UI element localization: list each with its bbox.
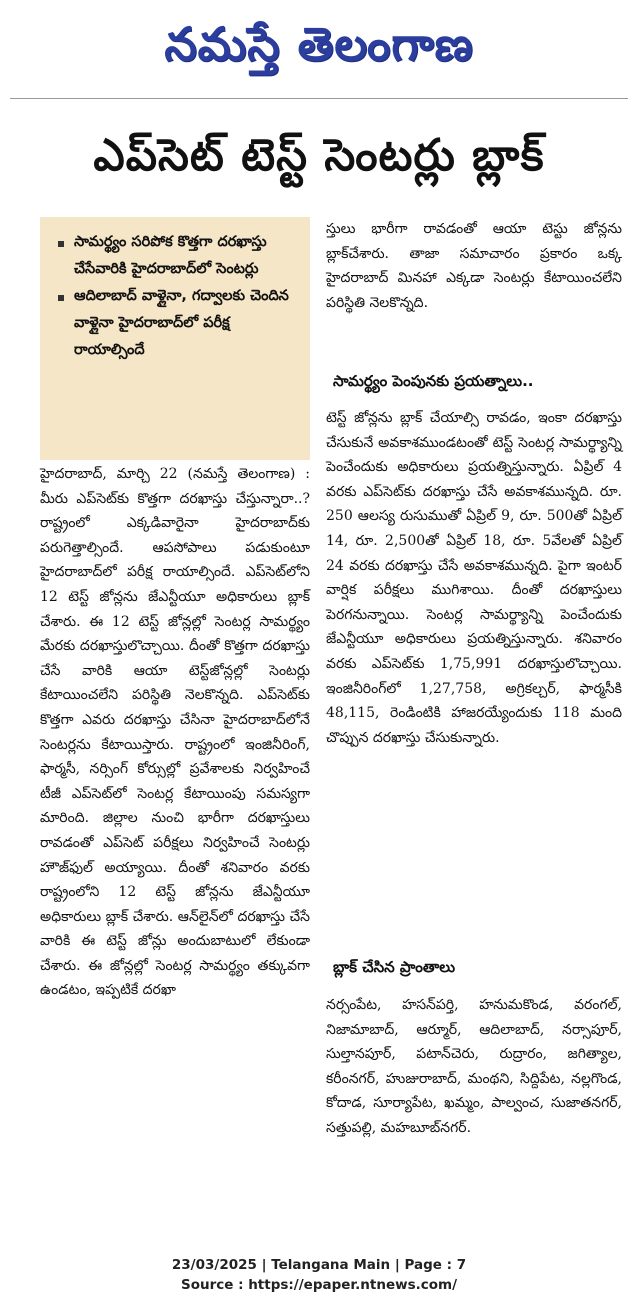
subheading-capacity: సామర్థ్యం పెంపునకు ప్రయత్నాలు.. (333, 372, 534, 390)
highlight-item: సామర్థ్యం సరిపోక కొత్తగా దరఖాస్తు చేసేవారికి హైదరాబాద్‌లో సెంటర్లు (58, 229, 300, 283)
subheading-blocked-areas: బ్లాక్ చేసిన ప్రాంతాలు (333, 958, 456, 976)
article-headline (0, 130, 638, 192)
highlight-item: ఆదిలాబాద్ వాళ్లైనా, గద్వాలకు చెందిన వాళ్లైనా హైదరాబాద్‌లో పరీక్ష రాయాల్సిందే (58, 283, 300, 364)
article-body-right-column-top (326, 217, 622, 315)
newspaper-masthead (0, 8, 638, 80)
article-body-left-column (40, 462, 310, 1003)
article-body-right-column-middle (326, 406, 622, 750)
body-paragraph: స్తులు భారీగా రావడంతో ఆయా టెస్టు జోన్లను బ్లాక్‌చేశారు. తాజా సమాచారం ప్రకారం ఒక్క హైదరాబాద్ మినహా ఎక్కడా సెంటర్లు కేటాయించలేని పరిస్థితి నెలకొన్నది. (326, 221, 622, 311)
body-paragraph: హైదరాబాద్, మార్చి 22 (నమస్తే తెలంగాణ) : మీరు ఎప్‌సెట్‌కు కొత్తగా దరఖాస్తు చేస్తున్నారా..? రాష్ట్రంలో ఎక్కడివారైనా హైదరాబాద్‌కు పరుగెత్తాల్సిందే. ఆపసోపాలు పడుకుంటూ హైదరాబాద్‌లో పరీక్ష రాయాల్సిందే. ఎప్‌సెట్‌లోని 12 టెస్ట్ జోన్లను జేఎన్టీయూ అధికారులు బ్లాక్ చేశారు. ఈ 12 టెస్ట్ జోన్లల్లో సెంటర్ల సామర్థ్యం మేరకు దరఖాస్తులొచ్చాయి. దీంతో కొత్తగా దరఖాస్తు చేసే వారికి ఆయా టెస్ట్‌జోన్లల్లో సెంటర్లు కేటాయించలేని పరిస్థితి నెలకొన్నది. ఎప్‌సెట్‌కు కొత్తగా ఎవరు దరఖాస్తు చేసినా హైదరాబాద్‌లోనే సెంటర్లను కేటాయిస్తారు. రాష్ట్రంలో ఇంజినీరింగ్, ఫార్మసీ, నర్సింగ్ కోర్సుల్లో ప్రవేశాలకు నిర్వహించే టీజీ ఎప్‌సెట్‌లో సెంటర్ల కేటాయింపు సమస్యగా మారింది. జిల్లాల నుంచి భారీగా దరఖాస్తులు రావడంతో ఎప్‌సెట్ పరీక్షలు నిర్వహించే సెంటర్లు హౌజ్‌ఫుల్ అయ్యాయి. దీంతో శనివారం వరకు రాష్ట్రంలోని 12 టెస్ట్ జోన్లను జేఎన్టీయూ అధికారులు బ్లాక్ చేశారు. ఆన్‌లైన్‌లో దరఖాస్తు చేసే వారికి ఈ టెస్ట్ జోన్లు అందుబాటులో లేకుండా చేశారు. ఈ జోన్లల్లో సెంటర్ల సామర్థ్యం తక్కువగా ఉండటం, ఇప్పటికే దరఖా (40, 466, 310, 999)
masthead-divider (10, 98, 628, 99)
body-paragraph: టెస్ట్ జోన్లను బ్లాక్ చేయాల్సి రావడం, ఇంకా దరఖాస్తు చేసుకునే అవకాశముండటంతో టెస్ట్ సెంటర్ల సామర్థ్యాన్ని పెంచేందుకు అధికారులు ప్రయత్నిస్తున్నారు. ఏప్రిల్ 4 వరకు ఎప్‌సెట్‌కు దరఖాస్తు చేసే అవకాశమున్నది. రూ. 250 ఆలస్య రుసుముతో ఏప్రిల్ 9, రూ. 500తో ఏప్రిల్ 14, రూ. 2,500తో ఏప్రిల్ 18, రూ. 5వేలతో ఏప్రిల్ 24 వరకు దరఖాస్తు చేసే అవకాశమున్నది. పైగా ఇంటర్ వార్షిక పరీక్షలు ముగిశాయి. దీంతో దరఖాస్తులు పెరగనున్నాయి. సెంటర్ల సామర్థ్యాన్ని పెంచేందుకు జేఎన్టీయూ అధికారులు ప్రయత్నిస్తున్నారు. శనివారం వరకు ఎప్‌సెట్‌కు 1,75,991 దరఖాస్తులొచ్చాయి. ఇంజినీరింగ్‌లో 1,27,758, అగ్రికల్చర్, ఫార్మసీకి 48,115, రెండింటికి హాజరయ్యేందుకు 118 మంది చొప్పున దరఖాస్తు చేసుకున్నారు. (326, 410, 622, 746)
footer-date-page: 23/03/2025 | Telangana Main | Page : 7 (171, 1257, 467, 1273)
headline-text: ఎప్‌సెట్ టెస్ట్ సెంటర్లు బ్లాక్ (93, 130, 545, 181)
masthead-title: నమస్తే తెలంగాణ (164, 17, 474, 71)
blocked-areas-list: నర్సంపేట, హసన్‌పర్తి, హనుమకొండ, వరంగల్, నిజామాబాద్, ఆర్మూర్, ఆదిలాబాద్, నర్సాపూర్, సుల్తానపూర్, పటాన్‌చెరు, రుద్రారం, జగిత్యాల, కరీంనగర్, హుజురాబాద్, మంథని, సిద్దిపేట, నల్లగొండ, కోదాడ, సూర్యాపేట, ఖమ్మం, పాల్వంచ, సుజాతనగర్, సత్తుపల్లి, మహబూబ్‌నగర్. (326, 997, 622, 1136)
highlights-list (58, 229, 300, 364)
highlights-panel (40, 217, 310, 460)
footer-source: Source : https://epaper.ntnews.com/ (180, 1277, 458, 1293)
article-body-right-column-bottom (326, 993, 622, 1141)
